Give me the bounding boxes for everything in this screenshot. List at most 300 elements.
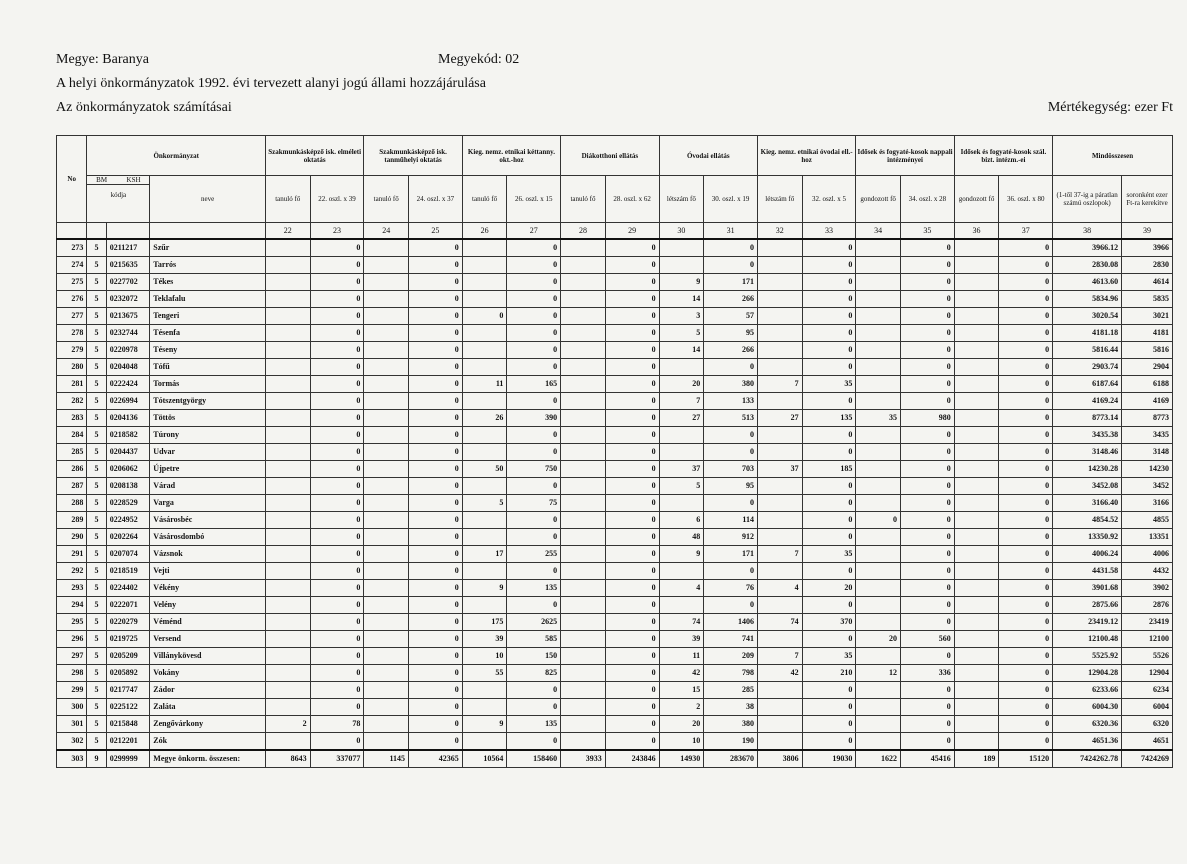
table-cell: 0	[507, 359, 561, 376]
table-cell: Megye önkorm. összesen:	[150, 750, 266, 768]
table-cell: 279	[57, 342, 87, 359]
table-cell	[954, 546, 999, 563]
table-cell: 5	[87, 699, 106, 716]
table-cell: 189	[954, 750, 999, 768]
table-cell: 0	[999, 682, 1053, 699]
header-kodja: kódja	[110, 191, 127, 199]
table-cell: 4651.36	[1053, 733, 1122, 751]
table-cell: 13350.92	[1053, 529, 1122, 546]
table-cell: 0	[409, 444, 463, 461]
table-cell: 57	[704, 308, 758, 325]
table-cell: 5	[87, 631, 106, 648]
table-cell: 5	[87, 580, 106, 597]
table-cell: 55	[462, 665, 507, 682]
table-row	[57, 580, 1173, 597]
table-cell	[561, 614, 606, 631]
table-cell: 0215635	[106, 257, 150, 274]
table-row	[57, 376, 1173, 393]
table-cell: 0	[409, 291, 463, 308]
table-cell: 0	[507, 257, 561, 274]
table-cell: 0	[310, 325, 364, 342]
table-cell: 5525.92	[1053, 648, 1122, 665]
table-row	[57, 239, 1173, 257]
header-bm: BM	[96, 176, 108, 184]
table-cell	[364, 478, 409, 495]
table-cell: Túrony	[150, 427, 266, 444]
table-cell: 0	[900, 563, 954, 580]
table-cell: 42365	[409, 750, 463, 768]
table-cell	[364, 257, 409, 274]
table-cell: 980	[900, 410, 954, 427]
table-cell: 0218582	[106, 427, 150, 444]
table-cell: 6187.64	[1053, 376, 1122, 393]
table-row	[57, 699, 1173, 716]
table-cell: 0224402	[106, 580, 150, 597]
table-cell	[364, 239, 409, 257]
table-cell: Zók	[150, 733, 266, 751]
table-cell: 5	[87, 478, 106, 495]
table-cell: 0	[507, 325, 561, 342]
table-cell: 135	[802, 410, 856, 427]
table-cell	[561, 733, 606, 751]
header-group-3: Kieg. nemz. etnikai kéttanny. okt.-hoz	[462, 136, 560, 176]
table-cell	[364, 580, 409, 597]
table-cell: 0	[704, 427, 758, 444]
table-cell: 0208138	[106, 478, 150, 495]
table-cell: 171	[704, 274, 758, 291]
table-cell	[954, 597, 999, 614]
table-cell: 0	[802, 444, 856, 461]
table-cell: 0	[310, 699, 364, 716]
subheader-24: tanuló fő	[364, 176, 409, 223]
table-cell: 0	[409, 648, 463, 665]
table-cell: 0	[605, 427, 659, 444]
table-row	[57, 631, 1173, 648]
table-cell: 296	[57, 631, 87, 648]
table-cell	[856, 359, 901, 376]
table-cell: 380	[704, 376, 758, 393]
table-row	[57, 648, 1173, 665]
table-cell: 0	[999, 257, 1053, 274]
table-cell: 0	[507, 239, 561, 257]
table-cell: Vejti	[150, 563, 266, 580]
table-row	[57, 308, 1173, 325]
table-cell	[757, 597, 802, 614]
table-cell: 23419	[1122, 614, 1173, 631]
table-cell: 0	[999, 359, 1053, 376]
table-cell: 0	[605, 716, 659, 733]
subheader-34: gondozott fő	[856, 176, 901, 223]
table-cell: Villánykövesd	[150, 648, 266, 665]
table-cell: 6233.66	[1053, 682, 1122, 699]
table-cell: 0	[802, 478, 856, 495]
table-cell: 293	[57, 580, 87, 597]
table-cell: 0	[409, 546, 463, 563]
table-cell	[659, 563, 704, 580]
table-cell: 0	[507, 563, 561, 580]
table-cell: 5834.96	[1053, 291, 1122, 308]
table-cell: 3902	[1122, 580, 1173, 597]
table-cell: 0	[802, 512, 856, 529]
table-cell: 3901.68	[1053, 580, 1122, 597]
table-cell	[561, 648, 606, 665]
table-cell: Tófű	[150, 359, 266, 376]
table-cell: 0	[507, 597, 561, 614]
table-cell	[954, 648, 999, 665]
table-cell: 0228529	[106, 495, 150, 512]
table-cell: 0	[856, 512, 901, 529]
table-cell	[364, 393, 409, 410]
subheader-35: 34. oszl. x 28	[900, 176, 954, 223]
table-cell	[856, 580, 901, 597]
table-header	[57, 136, 1173, 240]
table-cell: 585	[507, 631, 561, 648]
table-cell: 0	[409, 716, 463, 733]
table-cell	[561, 563, 606, 580]
table-cell: 0	[999, 665, 1053, 682]
table-cell	[954, 733, 999, 751]
table-row	[57, 393, 1173, 410]
table-cell: 42	[659, 665, 704, 682]
table-cell: 0	[704, 257, 758, 274]
subheader-33: 32. oszl. x 5	[802, 176, 856, 223]
table-cell: 0	[802, 631, 856, 648]
table-cell: 0	[310, 359, 364, 376]
table-cell: 4855	[1122, 512, 1173, 529]
table-cell	[856, 546, 901, 563]
table-cell	[462, 393, 507, 410]
table-row	[57, 444, 1173, 461]
table-cell: 5	[87, 410, 106, 427]
table-cell: 0	[409, 308, 463, 325]
table-cell: 0	[409, 682, 463, 699]
table-cell	[561, 308, 606, 325]
table-cell: 3020.54	[1053, 308, 1122, 325]
table-cell: 0	[507, 427, 561, 444]
table-cell: Vásárosdombó	[150, 529, 266, 546]
table-cell	[954, 444, 999, 461]
subheader-28: tanuló fő	[561, 176, 606, 223]
table-cell: 7	[659, 393, 704, 410]
table-cell	[561, 631, 606, 648]
table-cell: 171	[704, 546, 758, 563]
header-group-4: Diákotthoni ellátás	[561, 136, 659, 176]
table-cell: 0	[999, 342, 1053, 359]
table-cell	[265, 699, 310, 716]
table-cell: 0	[802, 342, 856, 359]
table-cell	[265, 580, 310, 597]
table-cell: 78	[310, 716, 364, 733]
column-number: 38	[1053, 223, 1122, 240]
table-cell	[954, 342, 999, 359]
table-cell	[757, 699, 802, 716]
table-cell	[659, 427, 704, 444]
table-cell: 0	[900, 580, 954, 597]
table-cell: 825	[507, 665, 561, 682]
table-cell: 281	[57, 376, 87, 393]
table-cell: 0	[999, 546, 1053, 563]
subheader-38: (1-től 37-ig a páratlan számú oszlopok)	[1053, 176, 1122, 223]
table-cell: 0	[704, 563, 758, 580]
table-cell	[462, 563, 507, 580]
table-cell: 0	[605, 699, 659, 716]
table-cell: 0204136	[106, 410, 150, 427]
table-cell: 4614	[1122, 274, 1173, 291]
table-cell: 0	[409, 614, 463, 631]
table-cell: 175	[462, 614, 507, 631]
header-ksh: KSH	[126, 176, 141, 184]
table-cell: 2875.66	[1053, 597, 1122, 614]
table-cell	[462, 512, 507, 529]
table-cell	[954, 325, 999, 342]
table-cell: 185	[802, 461, 856, 478]
table-cell: 336	[900, 665, 954, 682]
table-cell	[561, 546, 606, 563]
table-cell: 282	[57, 393, 87, 410]
table-cell: 9	[462, 580, 507, 597]
table-cell: 7	[757, 648, 802, 665]
document-subtitle: Az önkormányzatok számításai	[56, 100, 232, 115]
table-cell: 285	[704, 682, 758, 699]
table-cell	[364, 733, 409, 751]
subheader-39: soronként ezer Ft-ra kerekítve	[1122, 176, 1173, 223]
header-group-9: Mindösszesen	[1053, 136, 1173, 176]
table-cell: 3933	[561, 750, 606, 768]
table-cell	[265, 239, 310, 257]
table-cell: 0	[900, 444, 954, 461]
table-cell: 5	[87, 325, 106, 342]
table-cell	[265, 410, 310, 427]
table-cell: 0	[507, 512, 561, 529]
table-cell: 288	[57, 495, 87, 512]
table-cell: 0	[802, 257, 856, 274]
table-cell: 302	[57, 733, 87, 751]
table-cell: 0	[605, 733, 659, 751]
table-cell: 37	[659, 461, 704, 478]
table-cell: 283	[57, 410, 87, 427]
header-group-5: Óvodai ellátás	[659, 136, 757, 176]
table-cell: 337077	[310, 750, 364, 768]
column-number: 32	[757, 223, 802, 240]
table-cell	[561, 444, 606, 461]
table-row	[57, 291, 1173, 308]
table-row	[57, 563, 1173, 580]
table-cell: 5	[659, 325, 704, 342]
table-cell	[954, 631, 999, 648]
table-cell: 0	[605, 461, 659, 478]
table-cell	[954, 257, 999, 274]
table-cell	[265, 546, 310, 563]
table-cell: 23419.12	[1053, 614, 1122, 631]
table-cell: 266	[704, 291, 758, 308]
table-cell: 0299999	[106, 750, 150, 768]
table-cell: 0	[605, 682, 659, 699]
table-cell	[757, 495, 802, 512]
table-cell: 5	[659, 478, 704, 495]
table-cell: 0	[310, 291, 364, 308]
table-cell: 0	[704, 359, 758, 376]
table-cell: 10	[462, 648, 507, 665]
column-number: 25	[409, 223, 463, 240]
table-cell: 5	[87, 512, 106, 529]
table-cell: 12100.48	[1053, 631, 1122, 648]
table-cell: 0	[802, 239, 856, 257]
table-cell	[757, 308, 802, 325]
table-cell: 0	[310, 376, 364, 393]
table-cell	[954, 461, 999, 478]
table-cell	[561, 495, 606, 512]
table-cell	[265, 665, 310, 682]
table-cell: 0	[802, 682, 856, 699]
table-cell: 12100	[1122, 631, 1173, 648]
column-number: 39	[1122, 223, 1173, 240]
table-cell: 0205892	[106, 665, 150, 682]
table-cell: 0	[310, 410, 364, 427]
table-cell: Újpetre	[150, 461, 266, 478]
table-cell: 4006.24	[1053, 546, 1122, 563]
header-number-blank	[87, 223, 106, 240]
table-cell: 0	[802, 495, 856, 512]
table-cell	[462, 478, 507, 495]
table-cell: 0	[999, 648, 1053, 665]
table-cell: 273	[57, 239, 87, 257]
table-cell	[757, 393, 802, 410]
table-cell: 27	[659, 410, 704, 427]
table-cell	[462, 733, 507, 751]
table-cell: 0	[605, 512, 659, 529]
table-cell: 0	[704, 239, 758, 257]
table-cell: 0	[605, 376, 659, 393]
table-cell: 299	[57, 682, 87, 699]
table-cell: 0	[409, 478, 463, 495]
unit-label: Mértékegység: ezer Ft	[1047, 100, 1173, 115]
table-cell: 0	[900, 614, 954, 631]
table-cell: 301	[57, 716, 87, 733]
table-cell: 0	[999, 239, 1053, 257]
table-row	[57, 682, 1173, 699]
table-cell	[856, 682, 901, 699]
table-cell	[954, 291, 999, 308]
table-cell: Vásárosbéc	[150, 512, 266, 529]
table-cell: 4431.58	[1053, 563, 1122, 580]
table-cell: 0206062	[106, 461, 150, 478]
table-cell	[364, 376, 409, 393]
table-cell: 4432	[1122, 563, 1173, 580]
table-cell	[757, 444, 802, 461]
table-cell: 0	[999, 427, 1053, 444]
table-cell: 0222424	[106, 376, 150, 393]
table-row	[57, 495, 1173, 512]
table-cell: 0	[507, 342, 561, 359]
table-cell	[265, 291, 310, 308]
table-cell	[364, 274, 409, 291]
table-cell	[561, 376, 606, 393]
table-cell: 0	[409, 376, 463, 393]
table-row	[57, 597, 1173, 614]
table-cell	[561, 529, 606, 546]
table-cell	[757, 274, 802, 291]
table-cell: 4181	[1122, 325, 1173, 342]
table-cell: Vázsnok	[150, 546, 266, 563]
table-cell	[954, 308, 999, 325]
table-cell: 0	[999, 614, 1053, 631]
table-cell: 20	[856, 631, 901, 648]
table-cell: 5	[87, 444, 106, 461]
table-cell: 0207074	[106, 546, 150, 563]
table-cell: 3966	[1122, 239, 1173, 257]
table-cell: 291	[57, 546, 87, 563]
table-cell: 2	[659, 699, 704, 716]
table-cell: 14	[659, 342, 704, 359]
subheader-25: 24. oszl. x 37	[409, 176, 463, 223]
table-cell	[265, 325, 310, 342]
table-cell: 5835	[1122, 291, 1173, 308]
table-cell: 0	[507, 733, 561, 751]
table-cell: 158460	[507, 750, 561, 768]
table-cell: 289	[57, 512, 87, 529]
table-cell: 95	[704, 325, 758, 342]
header-group-8: Idősek és fogyaté-kosok szál. bizt. intézm.-ei	[954, 136, 1052, 176]
table-cell	[364, 597, 409, 614]
table-cell: Vokány	[150, 665, 266, 682]
table-cell: 48	[659, 529, 704, 546]
table-cell: 0	[802, 563, 856, 580]
table-cell	[462, 325, 507, 342]
table-cell: 0	[704, 495, 758, 512]
table-cell	[265, 563, 310, 580]
table-cell	[364, 342, 409, 359]
table-cell	[364, 614, 409, 631]
table-cell: 6	[659, 512, 704, 529]
table-cell	[954, 495, 999, 512]
table-cell: 45416	[900, 750, 954, 768]
table-cell: 286	[57, 461, 87, 478]
table-cell: 2830	[1122, 257, 1173, 274]
header-onkormanyzat: Önkormányzat	[87, 136, 266, 176]
table-cell: 0	[605, 291, 659, 308]
table-cell	[364, 291, 409, 308]
table-cell	[364, 682, 409, 699]
column-number: 36	[954, 223, 999, 240]
table-cell: 0	[605, 665, 659, 682]
column-number: 23	[310, 223, 364, 240]
table-cell: 0	[802, 427, 856, 444]
table-cell: 14	[659, 291, 704, 308]
table-cell: 0215848	[106, 716, 150, 733]
table-cell: 27	[757, 410, 802, 427]
table-cell: 0	[605, 529, 659, 546]
table-cell: 275	[57, 274, 87, 291]
column-number: 30	[659, 223, 704, 240]
table-cell: 0	[310, 512, 364, 529]
table-cell	[265, 308, 310, 325]
table-cell: 0	[605, 478, 659, 495]
table-cell: 4613.60	[1053, 274, 1122, 291]
table-row	[57, 478, 1173, 495]
table-cell: 6234	[1122, 682, 1173, 699]
table-cell: 3966.12	[1053, 239, 1122, 257]
table-cell: 0	[605, 580, 659, 597]
table-cell	[856, 291, 901, 308]
table-cell: 0	[802, 529, 856, 546]
column-number: 31	[704, 223, 758, 240]
table-cell: 0	[802, 733, 856, 751]
table-cell: 294	[57, 597, 87, 614]
table-cell: 390	[507, 410, 561, 427]
table-cell: 0	[900, 597, 954, 614]
table-cell: 0222071	[106, 597, 150, 614]
table-cell: 6320	[1122, 716, 1173, 733]
